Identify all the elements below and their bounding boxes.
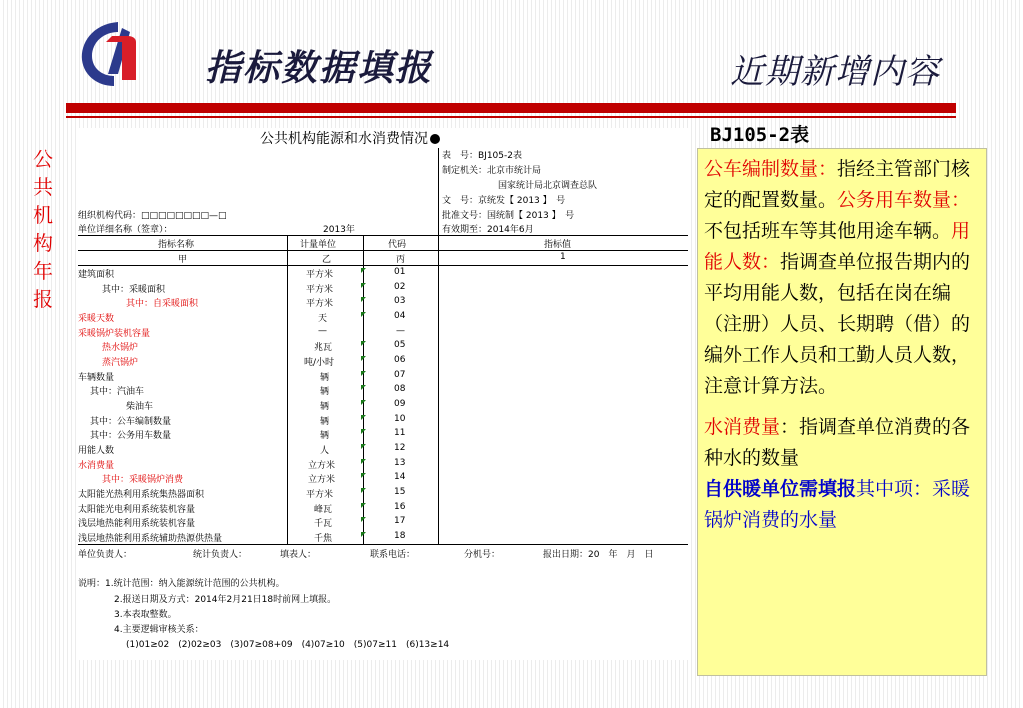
subheader-code: 丙 xyxy=(396,255,406,265)
form-info-3: 国家统计局北京调查总队 xyxy=(498,181,598,191)
table-row: 其中：自采暖面积 xyxy=(126,299,199,309)
footer-filler: 填表人： xyxy=(280,550,317,560)
page-title: 指标数据填报 xyxy=(205,47,434,89)
page-subtitle: 近期新增内容 xyxy=(730,52,940,92)
header-divider-thin xyxy=(66,116,956,118)
form-note: 说明：1.统计范围：纳入能源统计范围的公共机构。 xyxy=(78,579,285,589)
form-info-2: 制定机关：北京市统计局 xyxy=(442,166,542,176)
logo-icon xyxy=(78,18,142,90)
table-row: 用能人数 xyxy=(78,446,115,456)
subheader-name: 甲 xyxy=(178,255,188,265)
form-note: 4.主要逻辑审核关系： xyxy=(114,625,204,635)
subheader-unit: 乙 xyxy=(322,255,332,265)
table-row: 柴油车 xyxy=(126,402,154,412)
bullet-icon xyxy=(430,134,440,144)
table-row: 采暖天数 xyxy=(78,314,115,324)
table-row: 太阳能光热利用系统集热器面积 xyxy=(78,490,205,500)
side-label: 公 共 机 构 年 报 xyxy=(33,147,53,311)
report-form: 公共机构能源和水消费情况 表 号：BJ105-2表 制定机关：北京市统计局 国家统计局北京调查总队 文 号：京统发【 2013 】 号 批准文号：国统制【 2013 】 号 有效期至：2014年6月 组织机构代码：□□□□□□□□—□ 单位详细名称（签章）： 2013年 指标名称 计量单位 代码 指标值 甲 乙 丙 1 建筑面积 平方米 01 其中：采暖面积 平方米 02 其中：自采暖面积 平方米 03 采暖天数 天 04 采暖锅炉装机容量 — — 热水锅炉 兆瓦 05 蒸汽锅炉 吨/小时 06 车辆数量 辆 07 其中：汽油车 辆 08 柴油车 辆 09 其中：公车编制数量 辆 10 其中：公务用车数量 辆 11 用能人数 人 12 水消费量 立方米 13 其中：采暖锅炉消费 立方米 14 太阳能光热利用系统集热器面积 平方米 15 太阳能光电利用系统装机容量 峰瓦 16 浅层地热能利用系统装机容量 千瓦 17 浅层地热能利用系统辅助热源供热量 千焦 18 单位负责人： 统计负责人： 填表人： 联系电话： 分机号： 报出日期：20 年 月 日 说明：1.统计范围：纳入能源统计范围的公共机构。 2.报送日期及方式：2014年2月21日18时前网上填报。 3.本表取整数。 4.主要逻辑审核关系： (1)01≥02 (2)02≥03 (3)07≥08+09 (4)07≥10 (5)07≥11 (6)13≥14 xyxy=(78,128,688,660)
term-vehicle-quota: 公车编制数量： xyxy=(704,158,838,180)
form-info-6: 有效期至：2014年6月 xyxy=(442,225,534,235)
footer-stat-head: 统计负责人： xyxy=(193,550,248,560)
table-row: 太阳能光电利用系统装机容量 xyxy=(78,505,196,515)
term-energy-users: 用能人数： xyxy=(704,220,971,273)
table-row: 其中：采暖面积 xyxy=(102,285,166,295)
form-info-5: 批准文号：国统制【 2013 】 号 xyxy=(442,211,575,221)
term-official-vehicles: 公务用车数量： xyxy=(837,189,971,211)
form-info-4: 文 号：京统发【 2013 】 号 xyxy=(442,196,566,206)
table-row: 水消费量 xyxy=(78,461,115,471)
subheader-value: 1 xyxy=(560,252,566,262)
table-row: 浅层地热能利用系统辅助热源供热量 xyxy=(78,534,223,544)
col-header-value: 指标值 xyxy=(544,240,572,250)
table-code: BJ105-2表 xyxy=(710,124,810,146)
footer-ext: 分机号： xyxy=(464,550,501,560)
col-header-unit: 计量单位 xyxy=(300,240,337,250)
form-note: 3.本表取整数。 xyxy=(114,610,177,620)
table-row: 热水锅炉 xyxy=(102,343,139,353)
table-row: 其中：采暖锅炉消费 xyxy=(102,475,184,485)
report-year: 2013年 xyxy=(323,225,355,235)
definitions-panel: 公车编制数量：指经主管部门核定的配置数量。公务用车数量：不包括班车等其他用途车辆。用能人数：指调查单位报告期内的平均用能人数，包括在岗在编（注册）人员、长期聘（借）的编外工作人员和工勤人员人数，注意计算方法。 水消费量：指调查单位消费的各种水的数量 自供暖单位需填报其中项：采暖锅炉消费的水量 xyxy=(697,148,987,676)
table-row: 蒸汽锅炉 xyxy=(102,358,139,368)
table-row: 采暖锅炉装机容量 xyxy=(78,329,151,339)
col-header-name: 指标名称 xyxy=(158,240,195,250)
table-row: 其中：公务用车数量 xyxy=(90,431,172,441)
footer-unit-head: 单位负责人： xyxy=(78,550,133,560)
col-header-code: 代码 xyxy=(388,240,407,250)
form-note: (1)01≥02 (2)02≥03 (3)07≥08+09 (4)07≥10 (5)07≥11 (6)13≥14 xyxy=(126,640,450,650)
footer-date: 报出日期：20 年 月 日 xyxy=(543,550,654,560)
footer-phone: 联系电话： xyxy=(370,550,416,560)
form-note: 2.报送日期及方式：2014年2月21日18时前网上填报。 xyxy=(114,595,337,605)
term-self-heating: 自供暖单位需填报 xyxy=(704,478,857,500)
org-code: 组织机构代码：□□□□□□□□—□ xyxy=(78,211,227,221)
form-info-1: 表 号：BJ105-2表 xyxy=(442,151,522,161)
table-row: 其中：汽油车 xyxy=(90,387,145,397)
table-row: 其中：公车编制数量 xyxy=(90,417,172,427)
form-title: 公共机构能源和水消费情况 xyxy=(260,128,440,148)
unit-name: 单位详细名称（签章）： xyxy=(78,225,173,235)
header-divider xyxy=(66,103,956,113)
table-row: 浅层地热能利用系统装机容量 xyxy=(78,519,196,529)
term-water-consumption: 水消费量 xyxy=(704,416,781,438)
table-row: 车辆数量 xyxy=(78,373,115,383)
table-row: 建筑面积 xyxy=(78,270,115,280)
